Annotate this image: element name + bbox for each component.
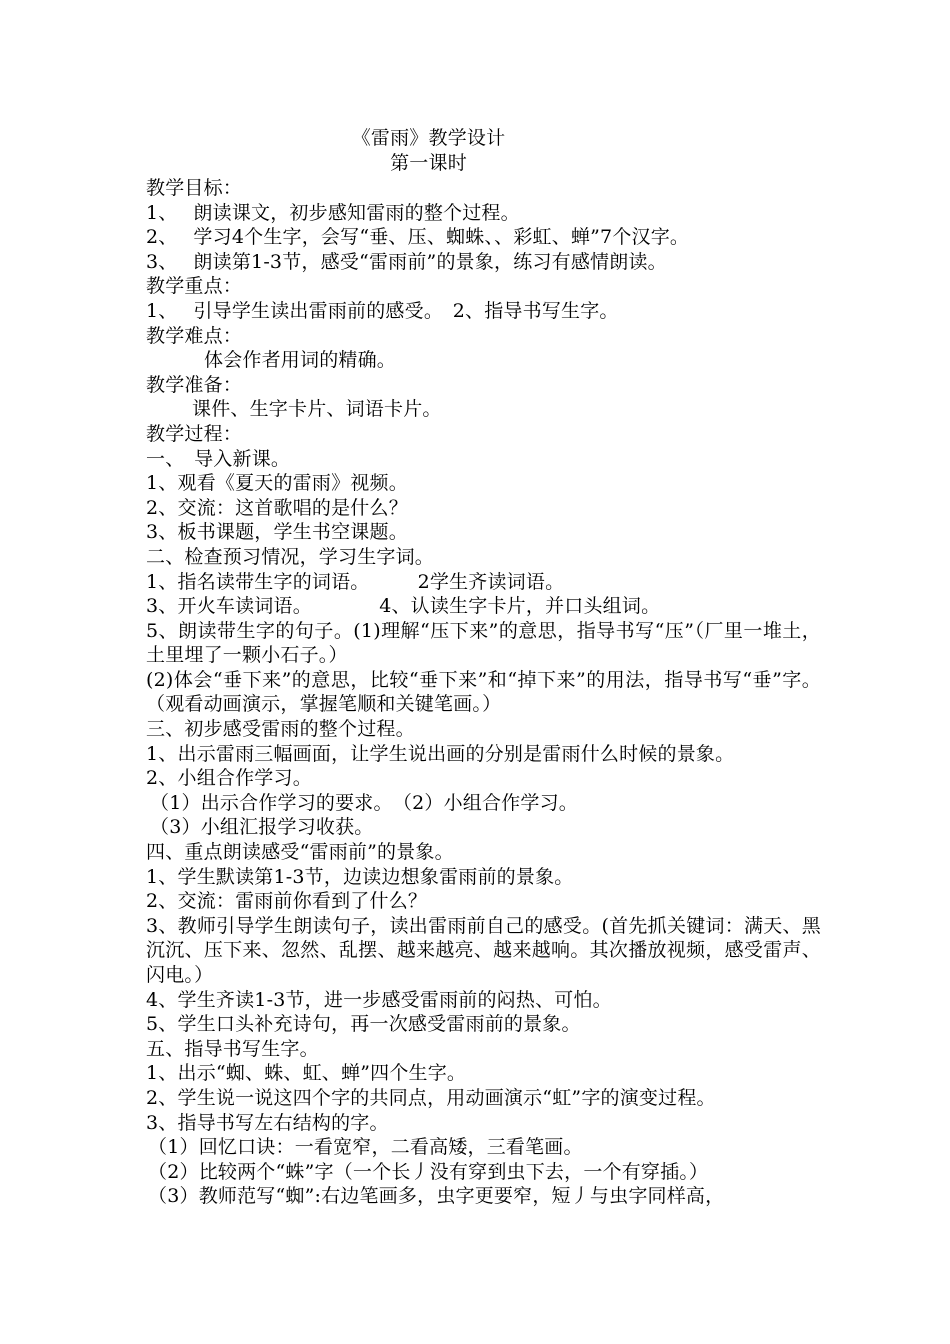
- text-line: 教学过程：: [146, 422, 243, 445]
- text-line: 1、 引导学生读出雷雨前的感受。 2、指导书写生字。: [146, 299, 619, 322]
- text-line: 2、交流：雷雨前你看到了什么？: [146, 890, 428, 913]
- text-line: 2、 学习4个生字，会写“垂、压、蜘蛛、、彩虹、蝉”7个汉字。: [146, 226, 690, 249]
- text-line: 三、初步感受雷雨的整个过程。: [146, 718, 415, 741]
- text-line: 1、出示“蜘、蛛、虹、蝉”四个生字。: [146, 1062, 467, 1085]
- text-line: （3）小组汇报学习收获。: [150, 816, 374, 839]
- text-line: 2、学生说一说这四个字的共同点，用动画演示“虹”字的演变过程。: [146, 1086, 716, 1109]
- text-line: 一、 导入新课。: [146, 447, 291, 470]
- text-line: 1、观看《夏天的雷雨》视频。: [146, 472, 408, 495]
- text-line: 四、重点朗读感受“雷雨前”的景象。: [146, 841, 454, 864]
- text-line: 体会作者用词的精确。: [204, 349, 397, 372]
- text-line: （2）比较两个“蛛”字（一个长丿没有穿到虫下去，一个有穿插。）: [148, 1160, 709, 1183]
- text-line: 教学准备：: [146, 373, 243, 396]
- text-line: 1、出示雷雨三幅画面，让学生说出画的分别是雷雨什么时候的景象。: [146, 742, 735, 765]
- text-line: 3、 朗读第1-3节，感受“雷雨前”的景象，练习有感情朗读。: [146, 250, 667, 273]
- text-line: 3、开火车读词语。 4、认读生字卡片，并口头组词。: [146, 595, 661, 618]
- text-line: 5、学生口头补充诗句，再一次感受雷雨前的景象。: [146, 1013, 581, 1036]
- text-line: 1、学生默读第1-3节，边读边想象雷雨前的景象。: [146, 865, 574, 888]
- text-line: 教学难点：: [146, 324, 243, 347]
- text-line: （1）出示合作学习的要求。 （2）小组合作学习。: [150, 791, 578, 814]
- text-line: 课件、生字卡片、词语卡片。: [192, 398, 442, 421]
- text-line: 2、小组合作学习。: [146, 767, 312, 790]
- text-line: 二、检查预习情况，学习生字词。: [146, 545, 435, 568]
- text-paragraph: 3、教师引导学生朗读句子，读出雷雨前自己的感受。(首先抓关键词：满天、黑沉沉、压下来、忽然、乱摆、越来越亮、越来越响。其次播放视频，感受雷声、闪电。）: [146, 914, 821, 986]
- document-body: [146, 126, 821, 1209]
- text-paragraph: (2)体会“垂下来”的意思，比较“垂下来”和“掉下来”的用法，指导书写“垂”字。（观看动画演示，掌握笔顺和关键笔画。）: [146, 668, 821, 716]
- text-line: 1、 朗读课文，初步感知雷雨的整个过程。: [146, 201, 520, 224]
- text-line: （1）回忆口诀：一看宽窄，二看高矮，三看笔画。: [148, 1136, 583, 1159]
- text-line: 教学目标：: [146, 177, 243, 199]
- text-line: 4、学生齐读1-3节，进一步感受雷雨前的闷热、可怕。: [146, 988, 612, 1011]
- text-line: 2、交流：这首歌唱的是什么？: [146, 496, 408, 519]
- document-subtitle: 第一课时: [390, 152, 467, 174]
- text-line: 教学重点：: [146, 275, 243, 298]
- document-title: 《雷雨》教学设计: [351, 127, 506, 149]
- text-line: （3）教师范写“蜘”:右边笔画多，虫字更要窄，短丿与虫字同样高，: [148, 1185, 725, 1208]
- text-line: 3、指导书写左右结构的字。: [146, 1111, 389, 1134]
- text-line: 五、指导书写生字。: [146, 1037, 319, 1060]
- text-line: 3、板书课题，学生书空课题。: [146, 521, 408, 544]
- text-paragraph: 5、朗读带生字的句子。(1)理解“压下来”的意思，指导书写“压”（厂里一堆土，土里埋了一颗小石子。）: [146, 619, 821, 667]
- text-line: 1、指名读带生字的词语。 2学生齐读词语。: [146, 570, 565, 593]
